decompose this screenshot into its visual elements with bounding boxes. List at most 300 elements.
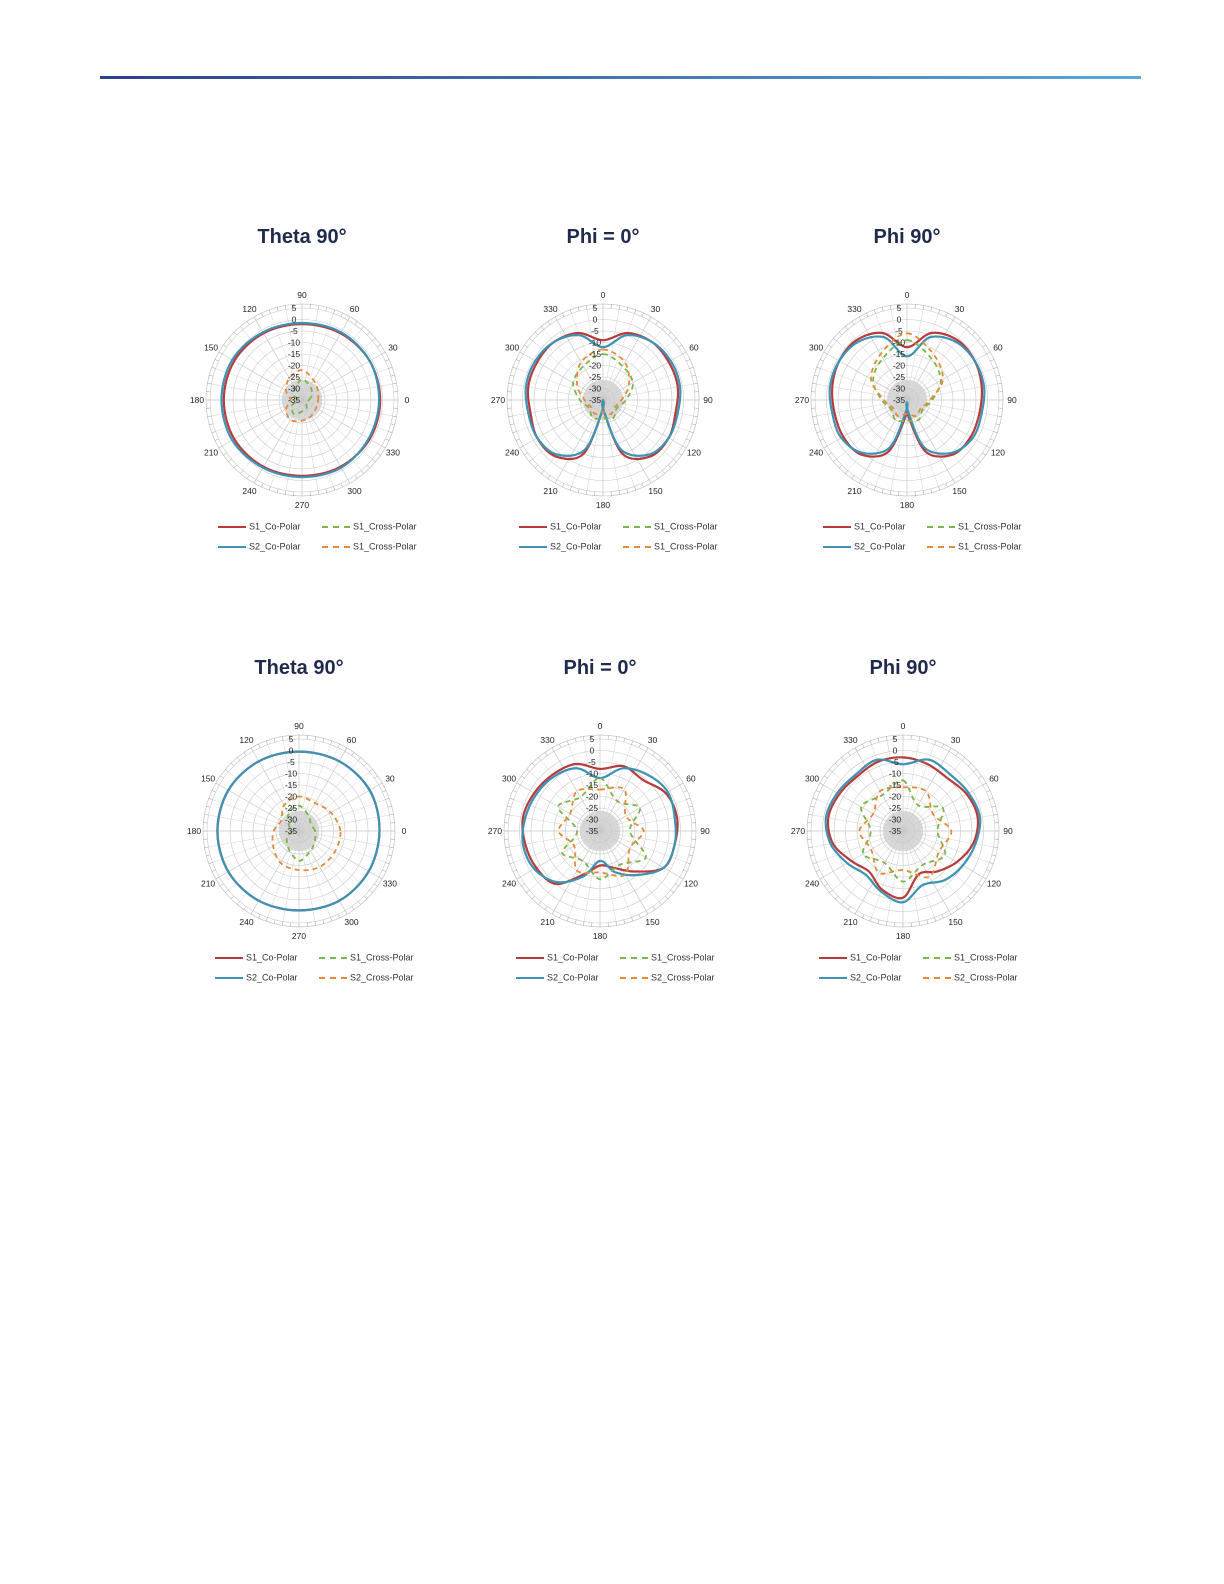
angle-label: 0 — [600, 290, 606, 300]
angle-label: 330 — [382, 878, 398, 889]
angle-tick — [817, 367, 821, 368]
r-tick-label: -25 — [287, 372, 301, 382]
angle-tick — [382, 870, 386, 872]
angle-label: 150 — [200, 773, 216, 784]
r-tick-label: -30 — [585, 814, 599, 825]
angle-tick — [983, 877, 986, 879]
angle-tick — [649, 480, 651, 483]
angle-label: 30 — [950, 735, 961, 746]
r-tick-label: 0 — [288, 745, 294, 756]
angle-tick — [516, 359, 520, 361]
angle-tick — [330, 741, 331, 745]
angle-tick — [919, 922, 920, 926]
angle-tick — [691, 847, 695, 848]
legend-swatch — [519, 546, 547, 548]
legend-swatch — [620, 957, 648, 959]
angle-tick — [987, 446, 990, 448]
angle-tick — [962, 757, 965, 760]
angle-tick — [254, 317, 256, 320]
angle-label: 30 — [385, 773, 395, 784]
angle-tick — [586, 491, 587, 495]
angle-tick — [870, 741, 871, 745]
angle-label: 150 — [203, 342, 219, 353]
angle-tick — [987, 352, 990, 354]
angle-label: 150 — [645, 916, 660, 927]
angle-tick — [562, 483, 564, 487]
r-tick-label: -15 — [585, 780, 599, 790]
angle-label: 210 — [540, 916, 555, 927]
angle-tick — [982, 345, 985, 347]
legend-label: S1_Co-Polar — [547, 952, 599, 963]
angle-tick — [616, 922, 617, 926]
angle-tick — [251, 748, 253, 751]
angle-label: 210 — [203, 447, 219, 458]
legend-item — [819, 972, 902, 986]
angle-tick — [829, 769, 832, 772]
legend-item — [215, 972, 298, 986]
legend-swatch — [218, 526, 246, 528]
angle-tick — [670, 769, 673, 772]
angle-tick — [931, 489, 932, 493]
angle-tick — [833, 338, 836, 341]
angle-label: 210 — [200, 878, 216, 889]
angle-label: 330 — [540, 735, 555, 746]
angle-tick — [358, 901, 361, 904]
angle-tick — [960, 475, 962, 478]
angle-tick — [813, 798, 817, 799]
angle-tick — [231, 763, 234, 766]
angle-tick — [583, 922, 584, 926]
angle-tick — [526, 769, 529, 772]
angle-tick — [848, 906, 850, 909]
angle-label: 60 — [346, 735, 357, 746]
angle-tick — [919, 736, 920, 740]
angle-tick — [532, 763, 535, 766]
angle-tick — [254, 480, 256, 483]
angle-tick — [683, 446, 686, 448]
angle-tick — [994, 814, 998, 815]
angle-tick — [575, 920, 576, 924]
angle-tick — [973, 769, 976, 772]
angle-tick — [338, 744, 340, 748]
angle-tick — [978, 776, 981, 778]
angle-tick — [992, 855, 996, 856]
angle-tick — [240, 326, 243, 329]
angle-tick — [269, 486, 270, 490]
angle-label: 300 — [808, 342, 824, 353]
angle-tick — [318, 305, 319, 309]
angle-tick — [992, 806, 996, 807]
angle-tick — [686, 862, 690, 863]
legend-swatch — [519, 526, 547, 528]
angle-tick — [624, 920, 625, 924]
angle-tick — [986, 790, 990, 792]
angle-tick — [207, 416, 211, 417]
angle-label: 240 — [501, 878, 517, 889]
angle-tick — [372, 338, 375, 341]
angle-tick — [575, 738, 576, 742]
r-tick-label: -5 — [287, 757, 295, 767]
r-tick-label: -25 — [888, 803, 902, 813]
r-tick-label: -30 — [892, 383, 906, 394]
angle-label: 270 — [794, 395, 810, 405]
angle-tick — [570, 310, 571, 314]
angle-tick — [516, 439, 520, 441]
angle-tick — [212, 367, 216, 368]
angle-label: 300 — [501, 773, 517, 784]
chart-title: Phi 90° — [873, 226, 941, 248]
legend-label: S2_Co-Polar — [246, 972, 298, 983]
angle-tick — [694, 416, 698, 417]
angle-tick — [559, 914, 561, 918]
angle-tick — [282, 922, 283, 926]
angle-tick — [352, 752, 354, 755]
angle-tick — [247, 475, 249, 478]
legend-item — [519, 541, 602, 555]
angle-tick — [388, 806, 392, 807]
angle-tick — [520, 446, 523, 448]
legend-label: S1_Co-Polar — [550, 521, 602, 532]
angle-tick — [223, 345, 226, 347]
angle-label: 300 — [347, 485, 362, 496]
angle-tick — [808, 814, 812, 815]
angle-label: 270 — [294, 500, 310, 508]
legend-swatch — [819, 977, 847, 979]
angle-tick — [692, 424, 696, 425]
angle-tick — [659, 901, 662, 904]
angle-tick — [982, 453, 985, 455]
angle-tick — [521, 884, 524, 886]
angle-tick — [656, 321, 658, 324]
legend-label: S2_Co-Polar — [550, 541, 602, 552]
legend-label: S2_Co-Polar — [850, 972, 902, 983]
angle-tick — [966, 326, 969, 329]
legend-item — [516, 972, 599, 986]
angle-tick — [209, 424, 213, 425]
angle-tick — [890, 491, 891, 495]
angle-label: 120 — [686, 447, 702, 458]
angle-tick — [835, 896, 838, 899]
angle-tick — [998, 383, 1002, 384]
angle-tick — [627, 307, 628, 311]
legend-label: S2_Cross-Polar — [350, 972, 414, 983]
angle-tick — [624, 738, 625, 742]
angle-tick — [567, 741, 568, 745]
angle-tick — [862, 744, 864, 748]
legend-label: S1_Co-Polar — [246, 952, 298, 963]
angle-tick — [631, 741, 632, 745]
legend-item — [819, 952, 902, 966]
legend-label: S2_Co-Polar — [854, 541, 906, 552]
chart-legend — [185, 952, 425, 996]
angle-tick — [829, 890, 832, 893]
angle-tick — [668, 465, 671, 468]
angle-label: 300 — [344, 916, 359, 927]
angle-tick — [855, 911, 857, 914]
legend-item — [620, 972, 715, 986]
angle-tick — [656, 475, 658, 478]
angle-tick — [507, 806, 511, 807]
angle-tick — [862, 914, 864, 918]
angle-tick — [845, 326, 848, 329]
legend-label: S1_Cross-Polar — [958, 521, 1022, 532]
angle-tick — [934, 741, 935, 745]
angle-label: 90 — [703, 395, 713, 405]
angle-tick — [680, 783, 683, 785]
legend-label: S1_Cross-Polar — [654, 521, 718, 532]
legend-swatch — [823, 546, 851, 548]
angle-tick — [285, 491, 286, 495]
r-tick-label: -35 — [284, 826, 298, 836]
angle-tick — [382, 446, 385, 448]
angle-tick — [505, 814, 509, 815]
angle-tick — [934, 917, 935, 921]
r-tick-label: -15 — [588, 349, 602, 359]
angle-tick — [839, 465, 842, 468]
angle-tick — [686, 359, 690, 361]
angle-tick — [814, 424, 818, 425]
angle-tick — [998, 416, 1002, 417]
angle-label: 60 — [686, 773, 696, 784]
r-tick-label: -30 — [284, 814, 298, 825]
angle-tick — [927, 920, 928, 924]
angle-tick — [668, 332, 671, 335]
angle-tick — [642, 313, 644, 317]
angle-tick — [673, 459, 676, 462]
polar-chart-5 — [480, 657, 720, 983]
angle-tick — [277, 489, 278, 493]
angle-tick — [946, 483, 948, 487]
polar-chart-6 — [783, 657, 1023, 983]
angle-tick — [555, 317, 557, 320]
r-tick-label: -20 — [892, 360, 906, 371]
r-tick-label: 5 — [896, 303, 902, 313]
legend-item — [322, 541, 417, 555]
angle-tick — [541, 470, 544, 473]
angle-tick — [244, 752, 246, 755]
angle-label: 330 — [543, 304, 558, 315]
angle-tick — [689, 855, 693, 856]
angle-tick — [216, 783, 219, 785]
angle-tick — [977, 459, 980, 462]
angle-tick — [578, 489, 579, 493]
angle-label: 60 — [689, 342, 699, 353]
r-tick-label: 0 — [589, 745, 595, 756]
angle-tick — [639, 744, 641, 748]
angle-tick — [996, 375, 1000, 376]
angle-tick — [225, 890, 228, 893]
angle-label: 90 — [700, 826, 710, 836]
angle-tick — [220, 884, 223, 886]
angle-tick — [923, 305, 924, 309]
angle-tick — [835, 763, 838, 766]
angle-tick — [990, 359, 994, 361]
r-tick-label: -5 — [588, 757, 596, 767]
angle-tick — [538, 757, 541, 760]
angle-tick — [552, 748, 554, 751]
legend-swatch — [319, 957, 347, 959]
angle-label: 240 — [804, 878, 820, 889]
angle-tick — [996, 424, 1000, 425]
angle-tick — [212, 790, 216, 792]
legend-item — [218, 541, 301, 555]
angle-tick — [855, 748, 857, 751]
angle-tick — [532, 896, 535, 899]
angle-tick — [989, 862, 993, 863]
angle-label: 30 — [388, 342, 398, 353]
angle-label: 240 — [242, 485, 257, 496]
angle-label: 150 — [648, 485, 663, 496]
angle-tick — [828, 345, 831, 347]
angle-label: 300 — [504, 342, 520, 353]
r-tick-label: -35 — [287, 395, 301, 405]
angle-tick — [274, 920, 275, 924]
angle-label: 180 — [595, 500, 611, 508]
chart-title: Theta 90° — [257, 226, 347, 248]
r-tick-label: -25 — [585, 803, 599, 813]
angle-tick — [570, 486, 571, 490]
angle-tick — [993, 431, 997, 432]
legend-item — [923, 952, 1018, 966]
legend-swatch — [819, 957, 847, 959]
angle-tick — [385, 798, 389, 799]
angle-tick — [204, 814, 208, 815]
angle-tick — [878, 738, 879, 742]
angle-tick — [870, 917, 871, 921]
angle-tick — [545, 906, 547, 909]
legend-label: S1_Cross-Polar — [350, 952, 414, 963]
angle-tick — [508, 383, 512, 384]
chart-legend — [793, 521, 1033, 565]
angle-tick — [631, 917, 632, 921]
angle-tick — [261, 313, 263, 317]
angle-tick — [220, 776, 223, 778]
angle-tick — [824, 884, 827, 886]
angle-tick — [966, 470, 969, 473]
angle-tick — [978, 884, 981, 886]
angle-tick — [508, 416, 512, 417]
angle-tick — [215, 439, 219, 441]
r-tick-label: -15 — [287, 349, 301, 359]
r-tick-label: -15 — [284, 780, 298, 790]
angle-tick — [207, 383, 211, 384]
r-tick-label: 0 — [892, 745, 898, 756]
legend-swatch — [516, 957, 544, 959]
angle-tick — [653, 752, 655, 755]
r-tick-label: -25 — [588, 372, 602, 382]
angle-tick — [391, 375, 395, 376]
angle-tick — [240, 470, 243, 473]
r-tick-label: -10 — [287, 337, 301, 348]
angle-label: 90 — [297, 290, 307, 300]
angle-tick — [993, 367, 997, 368]
angle-tick — [683, 790, 687, 792]
angle-label: 90 — [294, 721, 304, 731]
angle-tick — [824, 352, 827, 354]
angle-tick — [521, 776, 524, 778]
angle-tick — [882, 489, 883, 493]
angle-tick — [374, 884, 377, 886]
angle-tick — [953, 317, 955, 320]
angle-label: 210 — [843, 916, 858, 927]
angle-tick — [816, 870, 820, 872]
r-tick-label: -20 — [888, 791, 902, 802]
angle-tick — [874, 486, 875, 490]
legend-item — [516, 952, 599, 966]
angle-tick — [372, 459, 375, 462]
legend-item — [823, 521, 906, 535]
legend-label: S2_Co-Polar — [547, 972, 599, 983]
r-tick-label: -30 — [287, 383, 301, 394]
chart-legend — [188, 521, 428, 565]
angle-tick — [385, 359, 389, 361]
angle-tick — [820, 783, 823, 785]
angle-tick — [810, 806, 814, 807]
angle-tick — [234, 332, 237, 335]
angle-label: 330 — [847, 304, 862, 315]
angle-label: 120 — [986, 878, 1002, 889]
angle-tick — [694, 383, 698, 384]
angle-tick — [338, 914, 340, 918]
angle-tick — [990, 439, 994, 441]
angle-tick — [326, 307, 327, 311]
legend-item — [623, 521, 718, 535]
angle-tick — [348, 317, 350, 320]
legend-swatch — [215, 977, 243, 979]
angle-tick — [845, 470, 848, 473]
r-tick-label: 5 — [288, 734, 294, 744]
r-tick-label: -30 — [588, 383, 602, 394]
angle-tick — [364, 896, 367, 899]
angle-tick — [634, 486, 635, 490]
angle-tick — [683, 870, 687, 872]
legend-label: S1_Cross-Polar — [651, 952, 715, 963]
angle-tick — [237, 901, 240, 904]
angle-tick — [382, 790, 386, 792]
angle-label: 300 — [804, 773, 820, 784]
angle-tick — [379, 783, 382, 785]
angle-tick — [266, 741, 267, 745]
angle-tick — [817, 431, 821, 432]
angle-tick — [824, 446, 827, 448]
legend-swatch — [623, 546, 651, 548]
angle-tick — [377, 453, 380, 455]
angle-tick — [639, 914, 641, 918]
angle-tick — [686, 439, 690, 441]
angle-tick — [510, 798, 514, 799]
angle-tick — [689, 367, 693, 368]
angle-tick — [228, 459, 231, 462]
angle-tick — [282, 736, 283, 740]
legend-label: S1_Co-Polar — [854, 521, 906, 532]
angle-tick — [545, 752, 547, 755]
angle-tick — [330, 917, 331, 921]
angle-tick — [535, 465, 538, 468]
angle-tick — [377, 345, 380, 347]
angle-tick — [662, 326, 665, 329]
r-tick-label: -20 — [287, 360, 301, 371]
polar-chart-3 — [787, 226, 1027, 552]
legend-item — [215, 952, 298, 966]
angle-tick — [510, 862, 514, 863]
angle-tick — [247, 321, 249, 324]
r-tick-label: 0 — [896, 314, 902, 325]
angle-label: 270 — [291, 931, 307, 939]
legend-swatch — [620, 977, 648, 979]
angle-tick — [859, 317, 861, 320]
angle-tick — [808, 847, 812, 848]
legend-item — [319, 972, 414, 986]
